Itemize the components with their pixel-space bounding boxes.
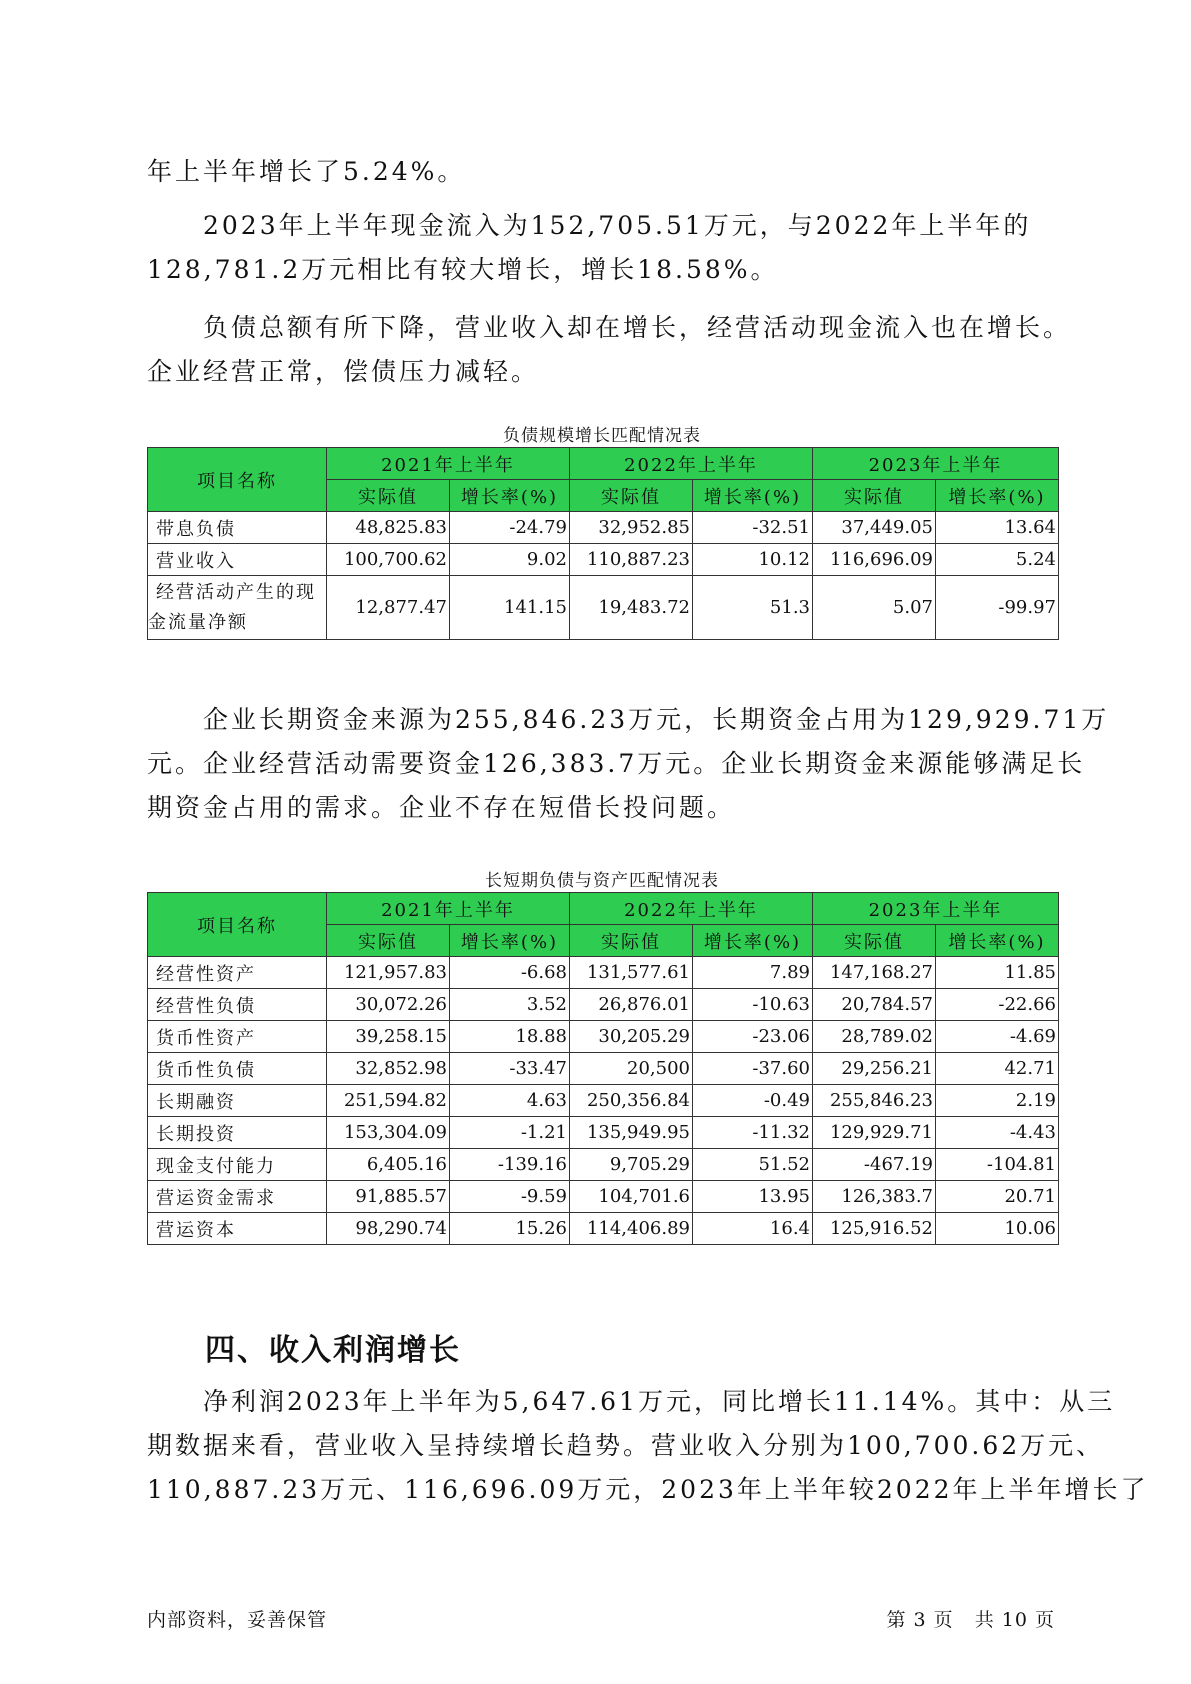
cell: -11.32: [693, 1117, 813, 1149]
text-line: 110,887.23万元、116,696.09万元，2023年上半年较2022年上半年增长了: [147, 1475, 1149, 1504]
cell: -0.49: [693, 1085, 813, 1117]
cell: 51.3: [693, 576, 813, 640]
row-name: 经营性资产: [148, 957, 327, 989]
table-row: [148, 544, 1059, 576]
cell: -10.63: [693, 989, 813, 1021]
footer-confidential-note: 内部资料，妥善保管: [147, 1609, 328, 1631]
table-row: [148, 989, 1059, 1021]
cell: 42.71: [936, 1053, 1059, 1085]
cell: 116,696.09: [813, 544, 936, 576]
cell: -32.51: [693, 512, 813, 544]
cell: 26,876.01: [570, 989, 693, 1021]
cell: -4.43: [936, 1117, 1059, 1149]
row-name: 营运资金需求: [148, 1181, 327, 1213]
row-name: 长期投资: [148, 1117, 327, 1149]
cell: 129,929.71: [813, 1117, 936, 1149]
cell: 100,700.62: [327, 544, 450, 576]
cell: 9.02: [450, 544, 570, 576]
cell: 12,877.47: [327, 576, 450, 640]
cell: 10.12: [693, 544, 813, 576]
cell: 4.63: [450, 1085, 570, 1117]
table-row: [148, 1053, 1059, 1085]
cell: 30,072.26: [327, 989, 450, 1021]
header-growth: 增长率(%): [693, 925, 813, 957]
cell: 98,290.74: [327, 1213, 450, 1245]
row-name: 长期融资: [148, 1085, 327, 1117]
text-line: 128,781.2万元相比有较大增长，增长18.58%。: [147, 255, 779, 284]
cell: 114,406.89: [570, 1213, 693, 1245]
table-row: [148, 1117, 1059, 1149]
text-line: 企业经营正常，偿债压力减轻。: [147, 357, 540, 386]
cell: -9.59: [450, 1181, 570, 1213]
table2-caption: 长短期负债与资产匹配情况表: [485, 871, 719, 891]
cell: -22.66: [936, 989, 1059, 1021]
cell: 18.88: [450, 1021, 570, 1053]
cell: -33.47: [450, 1053, 570, 1085]
text-line: 2023年上半年现金流入为152,705.51万元，与2022年上半年的: [203, 211, 1032, 240]
cell: -99.97: [936, 576, 1059, 640]
header-period: 2023年上半年: [813, 448, 1059, 480]
header-growth: 增长率(%): [450, 480, 570, 512]
header-actual: 实际值: [327, 480, 450, 512]
footer-page-number: 第 3 页 共 10 页: [886, 1609, 1055, 1631]
cell: 13.64: [936, 512, 1059, 544]
cell: 2.19: [936, 1085, 1059, 1117]
paragraph-long-term-funds: [147, 698, 1110, 830]
table-row: [148, 1181, 1059, 1213]
table-row: [148, 1213, 1059, 1245]
paragraph-net-profit: [147, 1380, 1149, 1512]
header-actual: 实际值: [813, 480, 936, 512]
cell: 15.26: [450, 1213, 570, 1245]
cell: 3.52: [450, 989, 570, 1021]
cell: 91,885.57: [327, 1181, 450, 1213]
header-growth: 增长率(%): [936, 480, 1059, 512]
header-period: 2022年上半年: [570, 893, 813, 925]
cell: -139.16: [450, 1149, 570, 1181]
cell: -1.21: [450, 1117, 570, 1149]
cell: 39,258.15: [327, 1021, 450, 1053]
header-period: 2021年上半年: [327, 893, 570, 925]
paragraph-cash-inflow: [147, 204, 1057, 292]
table-row: [148, 1085, 1059, 1117]
cell: 135,949.95: [570, 1117, 693, 1149]
text-line: 期资金占用的需求。企业不存在短借长投问题。: [147, 793, 736, 822]
cell: 251,594.82: [327, 1085, 450, 1117]
row-name: 现金支付能力: [148, 1149, 327, 1181]
cell: 10.06: [936, 1213, 1059, 1245]
text-line: 元。企业经营活动需要资金126,383.7万元。企业长期资金来源能够满足长: [147, 749, 1086, 778]
table-row: [148, 512, 1059, 544]
section-heading: 四、收入利润增长: [205, 1333, 461, 1368]
cell: -23.06: [693, 1021, 813, 1053]
cell: 104,701.6: [570, 1181, 693, 1213]
text-line: 净利润2023年上半年为5,647.61万元，同比增长11.14%。其中：从三: [203, 1387, 1116, 1416]
header-actual: 实际值: [570, 925, 693, 957]
cell: -104.81: [936, 1149, 1059, 1181]
row-name: 货币性负债: [148, 1053, 327, 1085]
cell: 13.95: [693, 1181, 813, 1213]
header-item-name: 项目名称: [148, 448, 327, 512]
cell: 153,304.09: [327, 1117, 450, 1149]
cell: 9,705.29: [570, 1149, 693, 1181]
cell: -37.60: [693, 1053, 813, 1085]
cell: 141.15: [450, 576, 570, 640]
debt-growth-table: [147, 447, 1059, 640]
header-period: 2022年上半年: [570, 448, 813, 480]
paragraph-continuation: [147, 150, 1057, 194]
text-line: 期数据来看，营业收入呈持续增长趋势。营业收入分别为100,700.62万元、: [147, 1431, 1105, 1460]
text-line: 负债总额有所下降，营业收入却在增长，经营活动现金流入也在增长。: [203, 313, 1072, 342]
table-row: [148, 1149, 1059, 1181]
cell: 126,383.7: [813, 1181, 936, 1213]
cell: 30,205.29: [570, 1021, 693, 1053]
text-line: 企业长期资金来源为255,846.23万元，长期资金占用为129,929.71万: [203, 705, 1110, 734]
cell: 110,887.23: [570, 544, 693, 576]
header-actual: 实际值: [327, 925, 450, 957]
row-name: 带息负债: [148, 512, 327, 544]
header-actual: 实际值: [813, 925, 936, 957]
cell: 32,852.98: [327, 1053, 450, 1085]
header-growth: 增长率(%): [450, 925, 570, 957]
row-name: 营业收入: [148, 544, 327, 576]
table1-caption: 负债规模增长匹配情况表: [503, 426, 701, 446]
paragraph-debt-summary: [147, 306, 1072, 394]
cell: 5.07: [813, 576, 936, 640]
header-period: 2021年上半年: [327, 448, 570, 480]
cell: -6.68: [450, 957, 570, 989]
header-actual: 实际值: [570, 480, 693, 512]
cell: 48,825.83: [327, 512, 450, 544]
cell: 250,356.84: [570, 1085, 693, 1117]
cell: 7.89: [693, 957, 813, 989]
table2-body: [148, 957, 1059, 1245]
table-row: [148, 957, 1059, 989]
cell: 19,483.72: [570, 576, 693, 640]
cell: 37,449.05: [813, 512, 936, 544]
header-item-name: 项目名称: [148, 893, 327, 957]
row-name: 经营性负债: [148, 989, 327, 1021]
header-period: 2023年上半年: [813, 893, 1059, 925]
cell: 29,256.21: [813, 1053, 936, 1085]
cell: 6,405.16: [327, 1149, 450, 1181]
table-row: [148, 1021, 1059, 1053]
cell: 32,952.85: [570, 512, 693, 544]
cell: -4.69: [936, 1021, 1059, 1053]
cell: -467.19: [813, 1149, 936, 1181]
cell: 255,846.23: [813, 1085, 936, 1117]
cell: 28,789.02: [813, 1021, 936, 1053]
debt-asset-matching-table: [147, 892, 1059, 1245]
header-growth: 增长率(%): [693, 480, 813, 512]
cell: 51.52: [693, 1149, 813, 1181]
cell: 121,957.83: [327, 957, 450, 989]
row-name: 营运资本: [148, 1213, 327, 1245]
row-name: 货币性资产: [148, 1021, 327, 1053]
cell: 147,168.27: [813, 957, 936, 989]
cell: 11.85: [936, 957, 1059, 989]
table-row: [148, 576, 1059, 640]
cell: 131,577.61: [570, 957, 693, 989]
cell: 125,916.52: [813, 1213, 936, 1245]
row-name-line: 经营活动产生的现: [156, 581, 316, 603]
cell: 16.4: [693, 1213, 813, 1245]
cell: 5.24: [936, 544, 1059, 576]
cell: 20,500: [570, 1053, 693, 1085]
header-growth: 增长率(%): [936, 925, 1059, 957]
cell: -24.79: [450, 512, 570, 544]
row-name-line: 金流量净额: [148, 611, 248, 633]
row-name: [148, 576, 327, 640]
text-line: 年上半年增长了5.24%。: [147, 157, 466, 186]
cell: 20,784.57: [813, 989, 936, 1021]
cell: 20.71: [936, 1181, 1059, 1213]
